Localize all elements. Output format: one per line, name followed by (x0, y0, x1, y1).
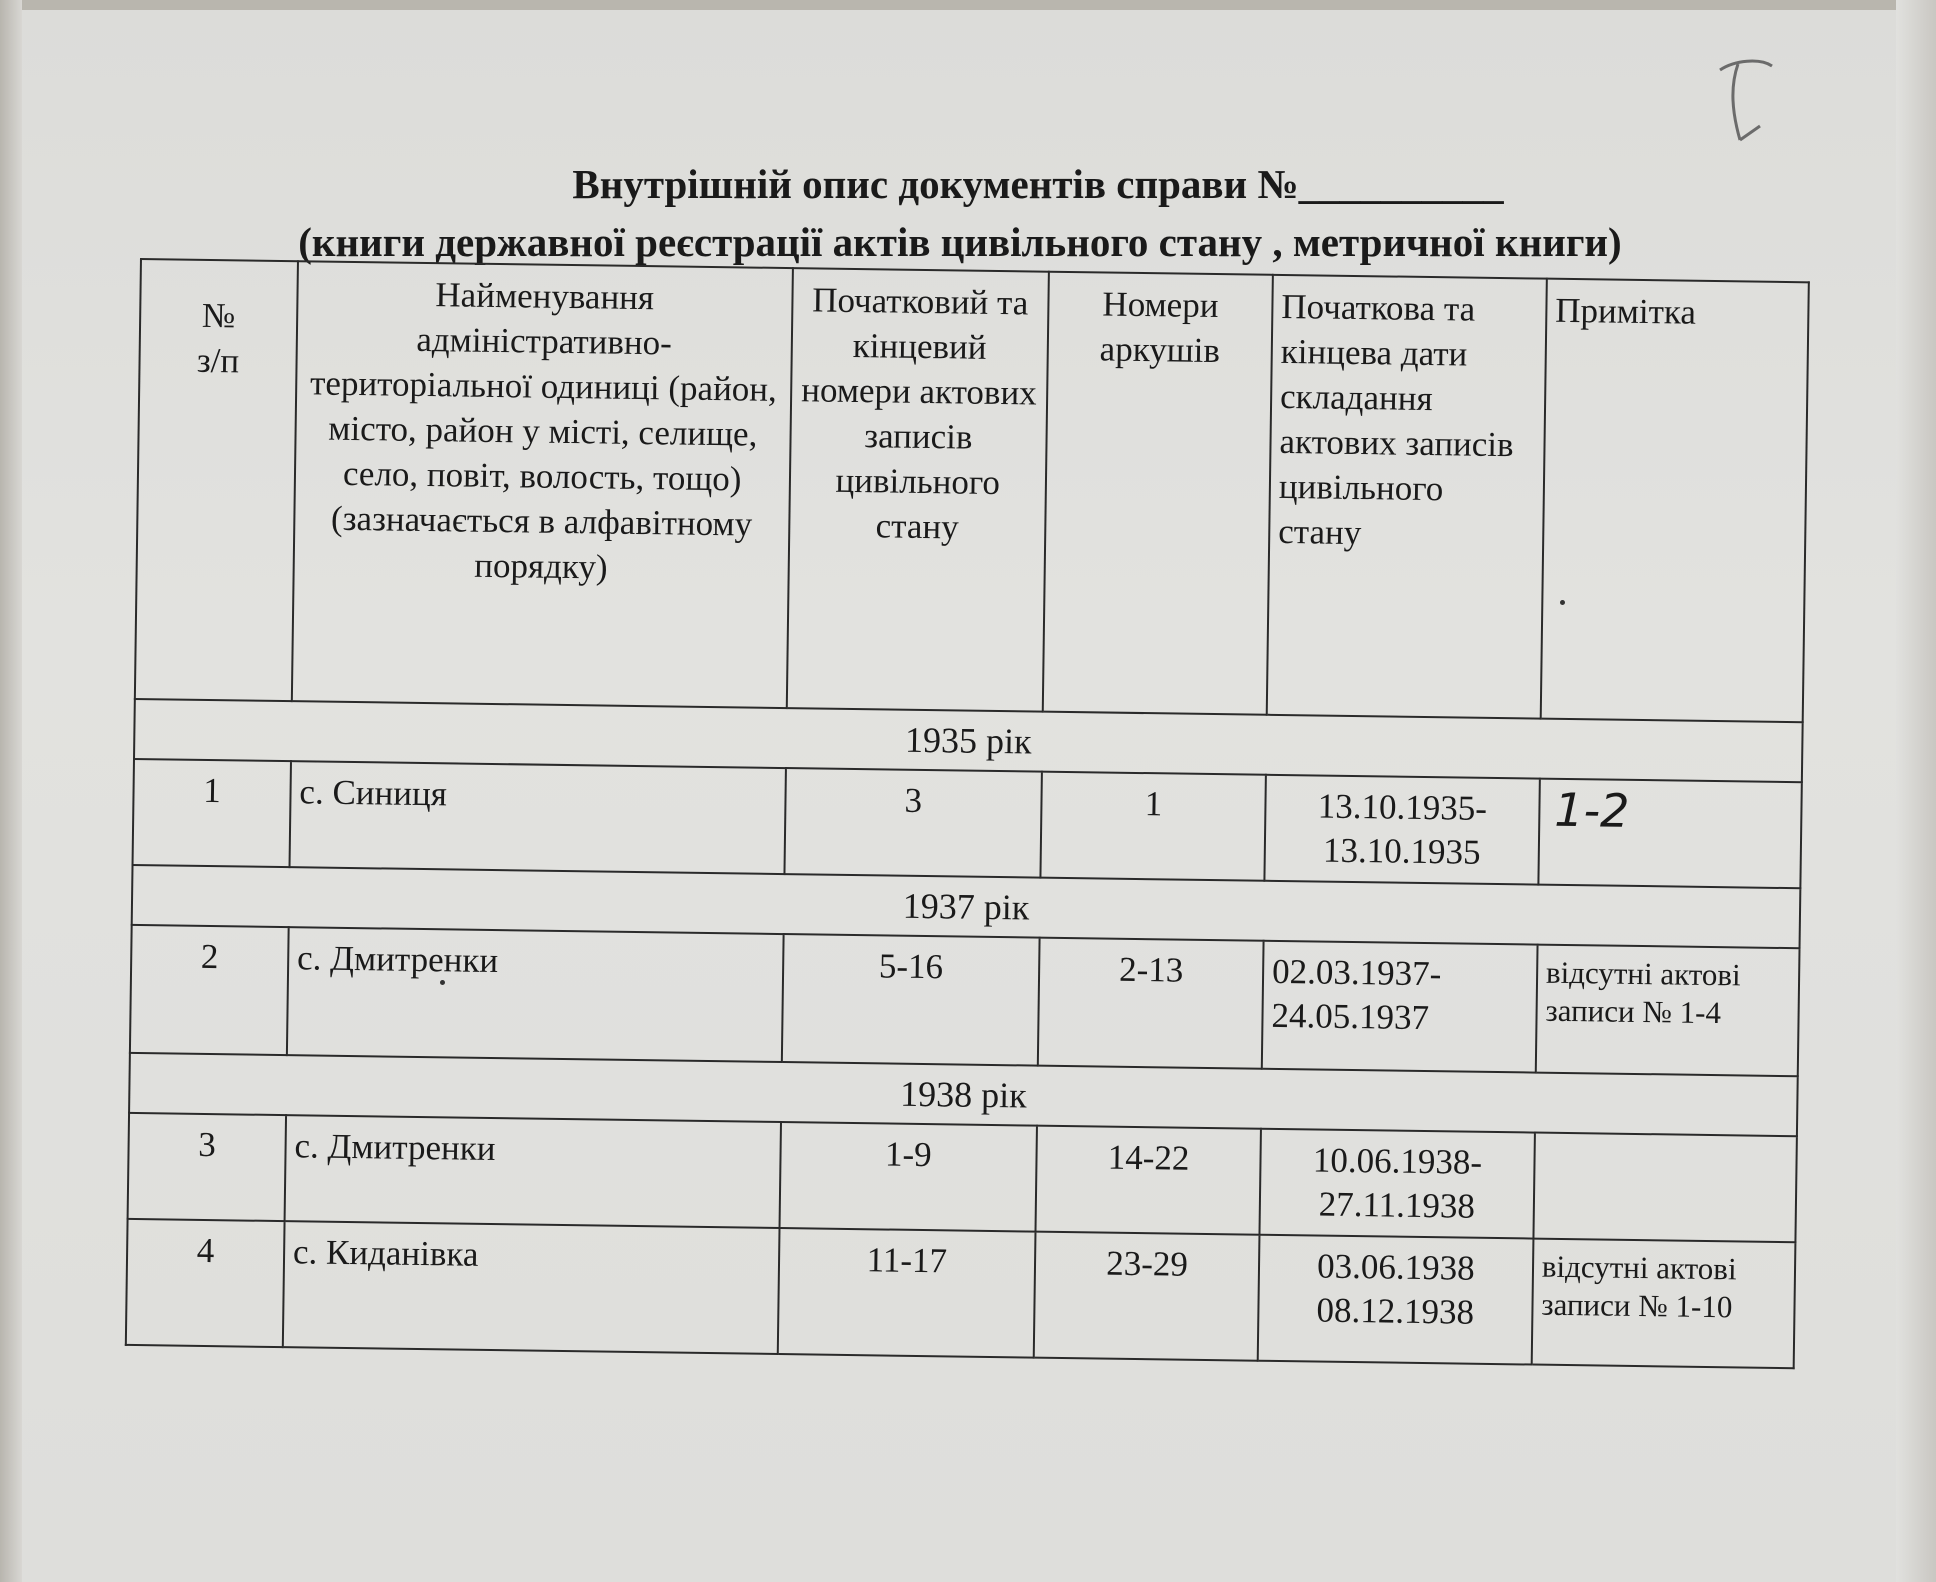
row-records: 5-16 (781, 934, 1039, 1066)
row-number: 4 (126, 1219, 285, 1347)
page-top-shadow (0, 0, 1936, 10)
header-number: № з/п (135, 259, 298, 701)
scan-speck (1560, 600, 1565, 605)
row-place: с. Киданівка (283, 1221, 779, 1354)
row-note (1538, 779, 1802, 889)
row-dates: 02.03.1937- 24.05.1937 (1262, 941, 1538, 1073)
table-header-row (135, 259, 1809, 722)
row-dates: 10.06.1938- 27.11.1938 (1259, 1129, 1534, 1239)
row-number: 2 (130, 925, 289, 1055)
year-label: 1937 рік (132, 865, 1801, 948)
row-place: с. Дмитренки (287, 927, 783, 1062)
row-sheets: 23-29 (1034, 1232, 1260, 1361)
row-place: с. Дмитренки (284, 1115, 780, 1228)
row-note: відсутні актові записи № 1-10 (1532, 1239, 1796, 1369)
row-dates: 03.06.1938 08.12.1938 (1258, 1235, 1534, 1365)
header-sheet-numbers: Номери аркушів (1043, 272, 1273, 715)
row-records: 3 (784, 768, 1042, 878)
document-title: Внутрішній опис документів справи №__________ (572, 161, 1504, 207)
row-sheets: 1 (1040, 772, 1265, 881)
header-note: Примітка (1541, 279, 1809, 723)
row-note: відсутні актові записи № 1-4 (1536, 945, 1800, 1077)
row-records: 1-9 (779, 1122, 1037, 1232)
scan-speck (440, 980, 445, 985)
row-number: 3 (128, 1113, 286, 1221)
table-row (130, 925, 1800, 1076)
row-dates: 13.10.1935- 13.10.1935 (1264, 775, 1539, 885)
row-number: 1 (133, 759, 291, 867)
header-admin-unit: Найменування адміністративно-територіальної одиниці (район, місто, район у місті, селище, село, повіт, волость, тощо) (зазначається в алфавітному порядку) (292, 261, 793, 708)
header-dates: Початкова та кінцева дати складання актових записів цивільного стану (1267, 275, 1547, 719)
row-records: 11-17 (777, 1228, 1035, 1358)
table-row (126, 1219, 1796, 1368)
row-sheets: 14-22 (1036, 1126, 1261, 1235)
year-label: 1938 рік (129, 1053, 1798, 1136)
row-place: с. Синиця (289, 761, 785, 874)
row-sheets: 2-13 (1038, 938, 1264, 1069)
header-record-numbers: Початковий та кінцевий номери актових записів цивільного стану (786, 268, 1049, 712)
document-subtitle: (книги державної реєстрації актів цивільного стану , метричної книги) (298, 219, 1622, 265)
handwritten-note: 1-2 (1553, 782, 1630, 838)
handwritten-page-number (1700, 52, 1780, 152)
register-table (125, 258, 1810, 1369)
year-label: 1935 рік (134, 699, 1803, 782)
row-note (1533, 1133, 1797, 1243)
